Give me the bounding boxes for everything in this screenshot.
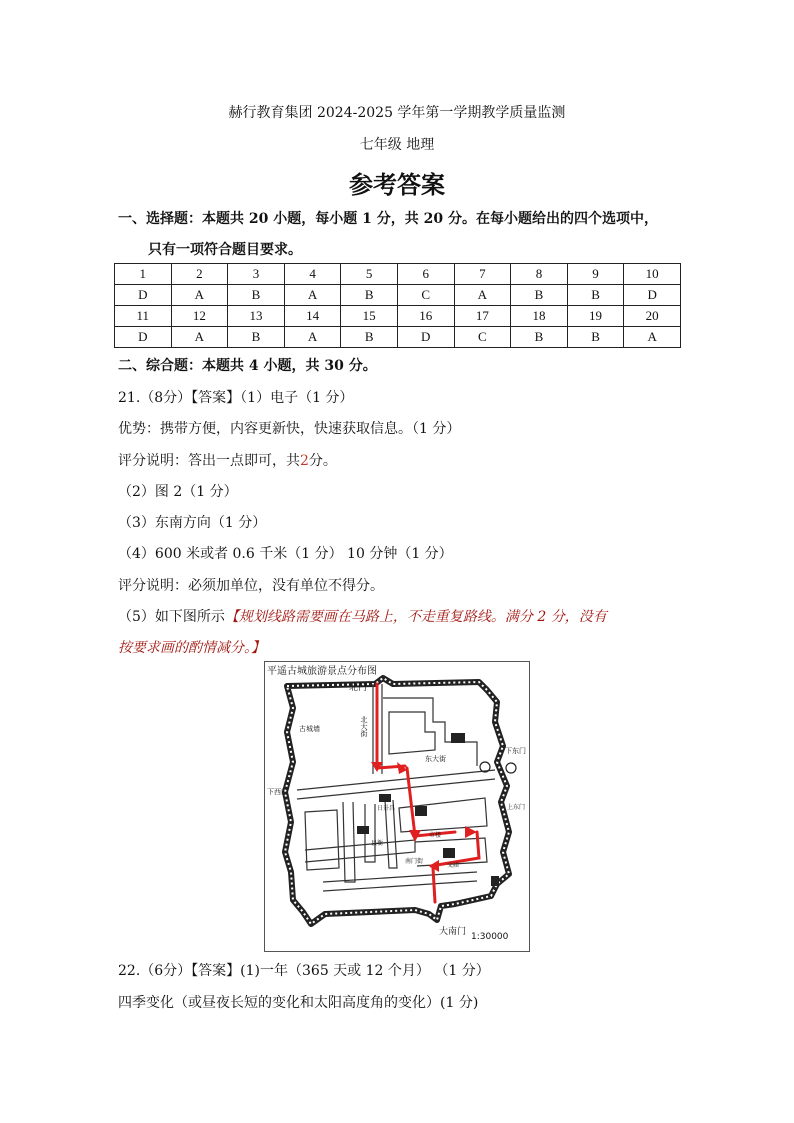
table-row xyxy=(115,264,681,285)
exam-subtitle: 七年级 地理 xyxy=(359,137,435,153)
label-lower-west-gate: 下西门 xyxy=(267,788,288,796)
score-note-text: 评分说明：答出一点即可，共 xyxy=(118,453,300,469)
answer-table xyxy=(114,263,681,348)
map-drawing xyxy=(265,662,529,951)
label-rishengchang: 日升昌 xyxy=(377,805,396,812)
route-path xyxy=(377,684,479,902)
table-row xyxy=(115,327,681,348)
label-county-office: 县衙 xyxy=(371,840,384,847)
table-cell: D xyxy=(115,285,172,306)
table-cell: B xyxy=(511,285,568,306)
q22-answer: 22.（6分）【答案】(1)一年（365 天或 12 个月） （1 分） xyxy=(118,963,490,979)
q21-score-note xyxy=(118,450,337,470)
table-row xyxy=(115,285,681,306)
q21-part4: （4）600 米或者 0.6 千米（1 分） 10 分钟（1 分） xyxy=(118,546,453,562)
score-note-end: 分。 xyxy=(308,453,337,469)
section1-heading-cont: 只有一项符合题目要求。 xyxy=(148,242,302,258)
label-city-tower: 市楼 xyxy=(429,832,442,839)
table-cell: 15 xyxy=(341,306,398,327)
city-wall xyxy=(285,678,509,924)
section2-heading: 二、综合题：本题共 4 小题，共 30 分。 xyxy=(118,358,377,374)
table-cell: B xyxy=(228,285,285,306)
table-cell: B xyxy=(511,327,568,348)
label-city-wall: 古城墙 xyxy=(299,725,320,733)
table-cell: 10 xyxy=(624,264,681,285)
table-cell: 1 xyxy=(115,264,172,285)
label-north-street: 北大街 xyxy=(360,716,368,737)
label-great-south-gate: 大南门 xyxy=(439,927,467,937)
table-cell: 2 xyxy=(171,264,228,285)
table-cell: 6 xyxy=(397,264,454,285)
table-cell: A xyxy=(284,285,341,306)
table-cell: 4 xyxy=(284,264,341,285)
table-cell: A xyxy=(624,327,681,348)
label-south-street: 南门街 xyxy=(405,858,424,865)
table-cell: 5 xyxy=(341,264,398,285)
table-cell: C xyxy=(397,285,454,306)
table-cell: A xyxy=(171,285,228,306)
q21-score-note-2: 评分说明：必须加单位，没有单位不得分。 xyxy=(118,578,384,594)
table-cell: 16 xyxy=(397,306,454,327)
table-cell: B xyxy=(567,327,624,348)
table-cell: B xyxy=(341,285,398,306)
section1-heading: 一、选择题：本题共 20 小题，每小题 1 分，共 20 分。在每小题给出的四个选项中， xyxy=(118,211,658,227)
q21-part5-note-cont: 按要求画的酌情减分。】 xyxy=(118,640,265,656)
part5-note: 【规划线路需要画在马路上，不走重复路线。满分 2 分，没有 xyxy=(224,609,607,625)
table-cell: B xyxy=(341,327,398,348)
table-cell: B xyxy=(567,285,624,306)
table-cell: D xyxy=(397,327,454,348)
table-cell: 12 xyxy=(171,306,228,327)
label-north-gate: 北门 xyxy=(349,683,368,693)
table-cell: 8 xyxy=(511,264,568,285)
compass-icon xyxy=(506,763,516,773)
label-upper-east-gate: 上东门 xyxy=(507,804,526,811)
table-cell: 14 xyxy=(284,306,341,327)
table-cell: 17 xyxy=(454,306,511,327)
map-scale: 1:30000 xyxy=(471,932,509,942)
part5-prefix: （5）如下图所示 xyxy=(118,609,225,625)
exam-title: 赫行教育集团 2024-2025 学年第一学期教学质量监测 xyxy=(228,105,566,121)
q21-advantage: 优势：携带方便，内容更新快，快速获取信息。（1 分） xyxy=(118,421,461,437)
q21-part5 xyxy=(118,606,607,626)
q21-part3: （3）东南方向（1 分） xyxy=(118,515,267,531)
q21-answer: 21.（8分）【答案】（1）电子（1 分） xyxy=(118,390,354,406)
q22-answer-2: 四季变化（或昼夜长短的变化和太阳高度角的变化）(1 分) xyxy=(118,995,479,1011)
answer-title: 参考答案 xyxy=(349,170,445,199)
table-cell: A xyxy=(171,327,228,348)
label-east-street: 东大街 xyxy=(425,755,446,763)
table-cell: 19 xyxy=(567,306,624,327)
table-cell: 3 xyxy=(228,264,285,285)
map-title: 平遥古城旅游景点分布图 xyxy=(267,662,377,677)
table-cell: C xyxy=(454,327,511,348)
table-cell: 9 xyxy=(567,264,624,285)
table-cell: B xyxy=(228,327,285,348)
q21-part2: （2）图 2（1 分） xyxy=(118,484,238,500)
table-cell: 20 xyxy=(624,306,681,327)
table-cell: D xyxy=(624,285,681,306)
table-cell: 11 xyxy=(115,306,172,327)
table-cell: D xyxy=(115,327,172,348)
label-wenmiao: 文庙 xyxy=(447,862,460,869)
table-cell: 7 xyxy=(454,264,511,285)
score-note-number: 2 xyxy=(300,453,309,469)
table-cell: A xyxy=(454,285,511,306)
pingyao-map xyxy=(264,661,530,952)
table-cell: 13 xyxy=(228,306,285,327)
table-cell: 18 xyxy=(511,306,568,327)
table-cell: A xyxy=(284,327,341,348)
table-row xyxy=(115,306,681,327)
label-lower-east-gate: 下东门 xyxy=(505,747,526,755)
